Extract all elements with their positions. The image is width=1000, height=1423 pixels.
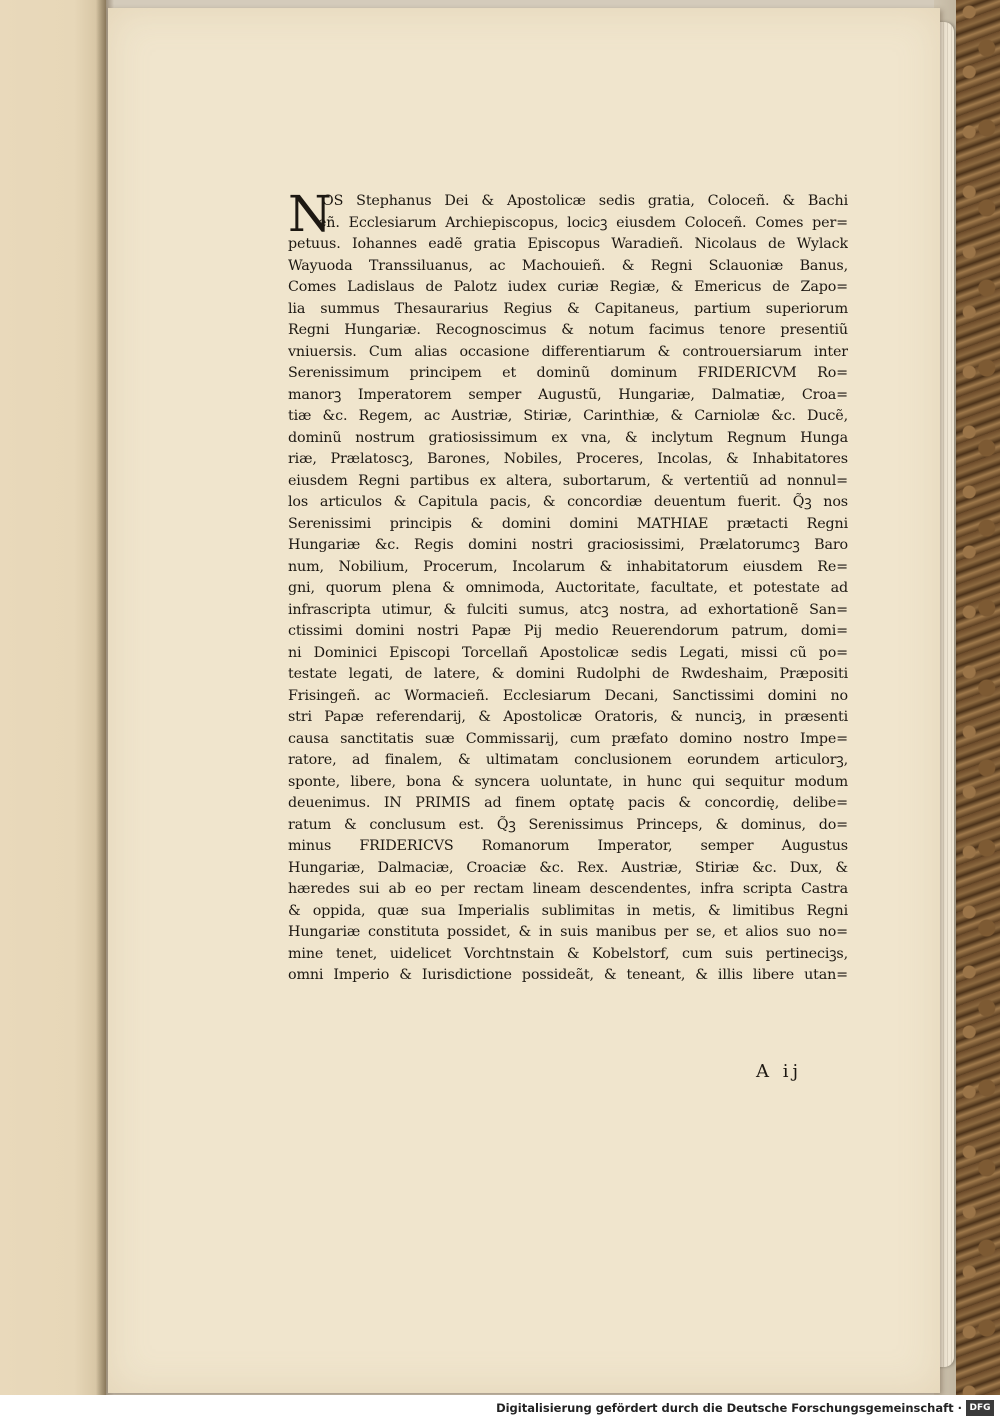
text-line: lia summus Thesaurarius Regius & Capitaneus, partium superiorum (288, 300, 848, 317)
text-line: dominũ nostrum gratiosissimum ex vna, & inclytum Regnum Hunga (288, 429, 848, 446)
text-line: gni, quorum plena & omnimoda, Auctoritate, facultate, et potestate ad (288, 580, 848, 596)
text-line: Serenissimi principis & domini domini MATHIAE prætacti Regni (288, 515, 848, 532)
text-line: ratore, ad finalem, & ultimatam conclusionem eorundem articulorꝫ, (288, 752, 848, 768)
text-line: minus FRIDERICVS Romanorum Imperator, semper Augustus (288, 838, 848, 854)
text-line: hæredes sui ab eo per rectam lineam descendentes, infra scripta Castra (288, 881, 848, 897)
dfg-logo: DFG (966, 1400, 994, 1416)
text-line: ctissimi domini nostri Papæ Pij medio Reuerendorum patrum, domi= (288, 623, 848, 639)
text-line: los articulos & Capitula pacis, & concordiæ deuentum fuerit. Q̃ꝫ nos (288, 494, 848, 510)
text-line: Serenissimum principem et dominũ dominum FRIDERICVM Ro= (288, 365, 848, 381)
text-line: mine tenet, uidelicet Vorchtnstain & Kobelstorf, cum suis pertineciꝫs, (288, 945, 848, 962)
text-block (288, 185, 848, 987)
signature-mark: A ij (756, 1061, 803, 1082)
text-line: Hungariæ, Dalmaciæ, Croaciæ &c. Rex. Austriæ, Stiriæ &c. Dux, & (288, 859, 848, 876)
text-line: causa sanctitatis suæ Commissarij, cum præfato domino nostro Impe= (288, 730, 848, 747)
footer-credit: Digitalisierung gefördert durch die Deutsche Forschungsgemeinschaft · (496, 1401, 962, 1415)
text-line: num, Nobilium, Procerum, Incolarum & inhabitatorum eiusdem Re= (288, 558, 848, 575)
text-line: ni Dominici Episcopi Torcellañ Apostolicæ sedis Legati, missi cũ po= (288, 644, 848, 661)
text-line: Regni Hungariæ. Recognoscimus & notum facimus tenore presentiũ (288, 322, 848, 338)
text-line: ratum & conclusum est. Q̃ꝫ Serenissimus Princeps, & dominus, do= (288, 816, 848, 833)
text-lines (288, 185, 848, 987)
text-line: Frisingeñ. ac Wormacieñ. Ecclesiarum Decani, Sanctissimi domini no (288, 687, 848, 704)
text-line: OS Stephanus Dei & Apostolicæ sedis gratia, Coloceñ. & Bachi (322, 193, 848, 209)
text-line: sponte, libere, bona & syncera uoluntate, in hunc qui sequitur modum (288, 773, 848, 790)
text-line: infrascripta utimur, & fulciti sumus, atcꝫ nostra, ad exhortationẽ San= (288, 601, 848, 618)
initial-capital: N (288, 185, 332, 243)
footer-bar (0, 1395, 1000, 1423)
text-line: Comes Ladislaus de Palotz iudex curiæ Regiæ, & Emericus de Zapo= (288, 279, 848, 295)
text-line: deuenimus. IN PRIMIS ad finem optatę pacis & concordię, delibe= (288, 795, 848, 811)
text-line: eiusdem Regni partibus ex altera, subortarum, & vertentiũ ad nonnul= (288, 472, 848, 489)
text-line: manorꝫ Imperatorem semper Augustũ, Hungariæ, Dalmatiæ, Croa= (288, 386, 848, 403)
text-line: & oppida, quæ sua Imperialis sublimitas in metis, & limitibus Regni (288, 902, 848, 919)
marbled-cover (956, 0, 1000, 1395)
text-line: stri Papæ referendarij, & Apostolicæ Oratoris, & nunciꝫ, in præsenti (288, 709, 848, 725)
text-line: riæ, Prælatoscꝫ, Barones, Nobiles, Proceres, Incolas, & Inhabitatores (288, 451, 848, 467)
text-line: omni Imperio & Iurisdictione possideãt, & teneant, & illis libere utan= (288, 967, 848, 983)
facing-page (0, 0, 106, 1395)
text-line: Wayuoda Transsiluanus, ac Machouieñ. & Regni Sclauoniæ Banus, (288, 257, 848, 274)
text-line: eñ. Ecclesiarum Archiepiscopus, locicꝫ eiusdem Coloceñ. Comes per= (318, 214, 848, 231)
text-line: petuus. Iohannes eadẽ gratia Episcopus Waradieñ. Nicolaus de Wylack (288, 236, 848, 252)
text-line: Hungariæ constituta possidet, & in suis manibus per se, et alios suo no= (288, 924, 848, 940)
text-line: testate legati, de latere, & domini Rudolphi de Rwdeshaim, Præpositi (288, 666, 848, 682)
text-line: vniuersis. Cum alias occasione differentiarum & controuersiarum inter (288, 343, 848, 360)
text-line: Hungariæ &c. Regis domini nostri graciosissimi, Prælatorumcꝫ Baro (288, 537, 848, 553)
text-line: tiæ &c. Regem, ac Austriæ, Stiriæ, Carinthiæ, & Carniolæ &c. Ducẽ, (288, 408, 848, 424)
document-page (108, 8, 940, 1393)
